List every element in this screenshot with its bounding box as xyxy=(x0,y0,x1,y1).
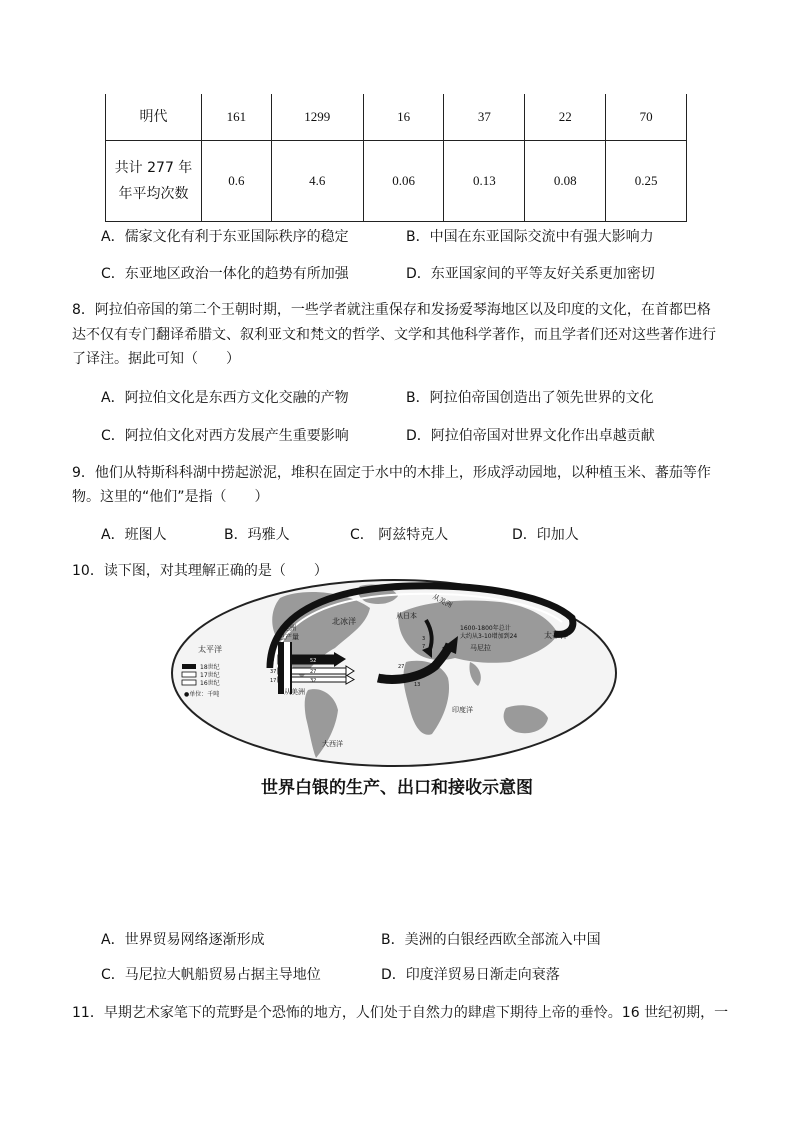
table-cell: 37 xyxy=(444,94,525,141)
table-row xyxy=(106,141,687,222)
q7-option-b: B．中国在东亚国际交流中有强大影响力 xyxy=(406,229,654,245)
legend-label-16: 16世纪 xyxy=(200,680,220,687)
value-37: 37 xyxy=(270,669,277,675)
table-cell: 4.6 xyxy=(271,141,363,222)
q7-option-c: C．东亚地区政治一体化的趋势有所加强 xyxy=(101,266,349,282)
legend-swatch-18 xyxy=(182,664,196,669)
from-americas-top-label: 从美洲 xyxy=(431,592,454,610)
row-label-line: 共计 277 年 xyxy=(114,160,193,176)
americas-total-label-1: 美洲 xyxy=(282,624,296,632)
q10-line1: 10．读下图，对其理解正确的是（ ） xyxy=(72,563,328,579)
table-cell: 0.13 xyxy=(444,141,525,222)
value-27b: 27 xyxy=(398,664,405,670)
legend-swatch-16 xyxy=(182,680,196,685)
q9-line2: 物。这里的“他们”是指（ ） xyxy=(72,489,269,505)
value-3: 3 xyxy=(422,636,426,642)
q8-option-c: C．阿拉伯文化对西方发展产生重要影响 xyxy=(101,428,349,444)
q9-option-a: A．班图人 xyxy=(101,527,167,543)
ocean-pacific-left-label: 太平洋 xyxy=(198,645,222,654)
table-row xyxy=(106,94,687,141)
note-line-2: 大约从3-10增加到24 xyxy=(460,633,518,640)
q9-option-c: C． 阿兹特克人 xyxy=(350,527,449,543)
silver-trade-map xyxy=(170,578,618,768)
q8-line3: 了译注。据此可知（ ） xyxy=(72,351,240,367)
q10-option-b: B．美洲的白银经西欧全部流入中国 xyxy=(381,932,601,948)
row-label: 明代 xyxy=(106,94,202,141)
q8-line1: 8．阿拉伯帝国的第二个王朝时期，一些学者就注重保存和发扬爱琴海地区以及印度的文化，在首都巴格 xyxy=(72,302,711,318)
q11-line1: 11．早期艺术家笔下的荒野是个恐怖的地方，人们处于自然力的肆虐下期待上帝的垂怜。16 世纪初期，一 xyxy=(72,1005,729,1021)
manila-label: 马尼拉 xyxy=(470,644,491,652)
table-cell: 161 xyxy=(202,94,272,141)
value-27a: 27 xyxy=(310,669,317,675)
americas-total-label-2: 总产量 xyxy=(278,633,299,641)
legend-label-17: 17世纪 xyxy=(200,672,220,679)
value-17: 17 xyxy=(270,678,277,684)
q8-line2: 达不仅有专门翻译希腊文、叙利亚文和梵文的哲学、文学和其他科学著作，而且学者们还对这些著作进行 xyxy=(72,327,716,343)
q9-line1: 9．他们从特斯科科湖中捞起淤泥，堆积在固定于水中的木排上，形成浮动园地，以种植玉米、蕃茄等作 xyxy=(72,465,711,481)
ocean-pacific-right-label: 太平洋 xyxy=(544,631,568,640)
value-13: 13 xyxy=(414,682,421,688)
ocean-atlantic-label: 大西洋 xyxy=(322,740,343,748)
value-32: 32 xyxy=(310,678,317,684)
table-cell: 0.06 xyxy=(363,141,444,222)
americas-total-bar-inner xyxy=(284,642,290,694)
table-cell: 0.6 xyxy=(202,141,272,222)
legend-label-18: 18世纪 xyxy=(200,664,220,671)
value-7: 7 xyxy=(422,644,426,650)
q8-option-b: B．阿拉伯帝国创造出了领先世界的文化 xyxy=(406,390,654,406)
value-9: 9 xyxy=(406,674,410,680)
table-cell: 16 xyxy=(363,94,444,141)
q9-option-b: B．玛雅人 xyxy=(224,527,290,543)
row-label-line: 年平均次数 xyxy=(118,186,189,202)
from-japan-label: 从日本 xyxy=(396,612,417,620)
table-cell: 0.25 xyxy=(606,141,687,222)
table-cell: 70 xyxy=(606,94,687,141)
note-line-1: 1600-1800年总计 xyxy=(460,625,511,632)
q8-option-a: A．阿拉伯文化是东西方文化交融的产物 xyxy=(101,390,349,406)
world-map-figure xyxy=(170,578,618,768)
from-americas-bottom-label: 从美洲 xyxy=(284,688,305,696)
value-74: 74 xyxy=(270,644,277,650)
q8-option-d: D．阿拉伯帝国对世界文化作出卓越贡献 xyxy=(406,428,655,444)
ocean-indian-label: 印度洋 xyxy=(452,706,473,714)
table-cell: 1299 xyxy=(271,94,363,141)
legend-unit-label: ●单位：千吨 xyxy=(184,691,220,698)
q10-option-a: A．世界贸易网络逐渐形成 xyxy=(101,932,265,948)
q7-option-d: D．东亚国家间的平等友好关系更加密切 xyxy=(406,266,655,282)
value-52: 52 xyxy=(310,658,317,664)
ocean-arctic-label: 北冰洋 xyxy=(332,617,356,626)
figure-caption: 世界白银的生产、出口和接收示意图 xyxy=(261,778,533,798)
table-cell: 22 xyxy=(525,94,606,141)
q10-option-d: D．印度洋贸易日渐走向衰落 xyxy=(381,967,560,983)
table-cell: 0.08 xyxy=(525,141,606,222)
q9-option-d: D．印加人 xyxy=(512,527,579,543)
q7-option-a: A．儒家文化有利于东亚国际秩序的稳定 xyxy=(101,229,349,245)
row-label xyxy=(106,141,202,222)
legend-swatch-17 xyxy=(182,672,196,677)
data-table xyxy=(105,94,687,222)
q10-option-c: C．马尼拉大帆船贸易占据主导地位 xyxy=(101,967,321,983)
